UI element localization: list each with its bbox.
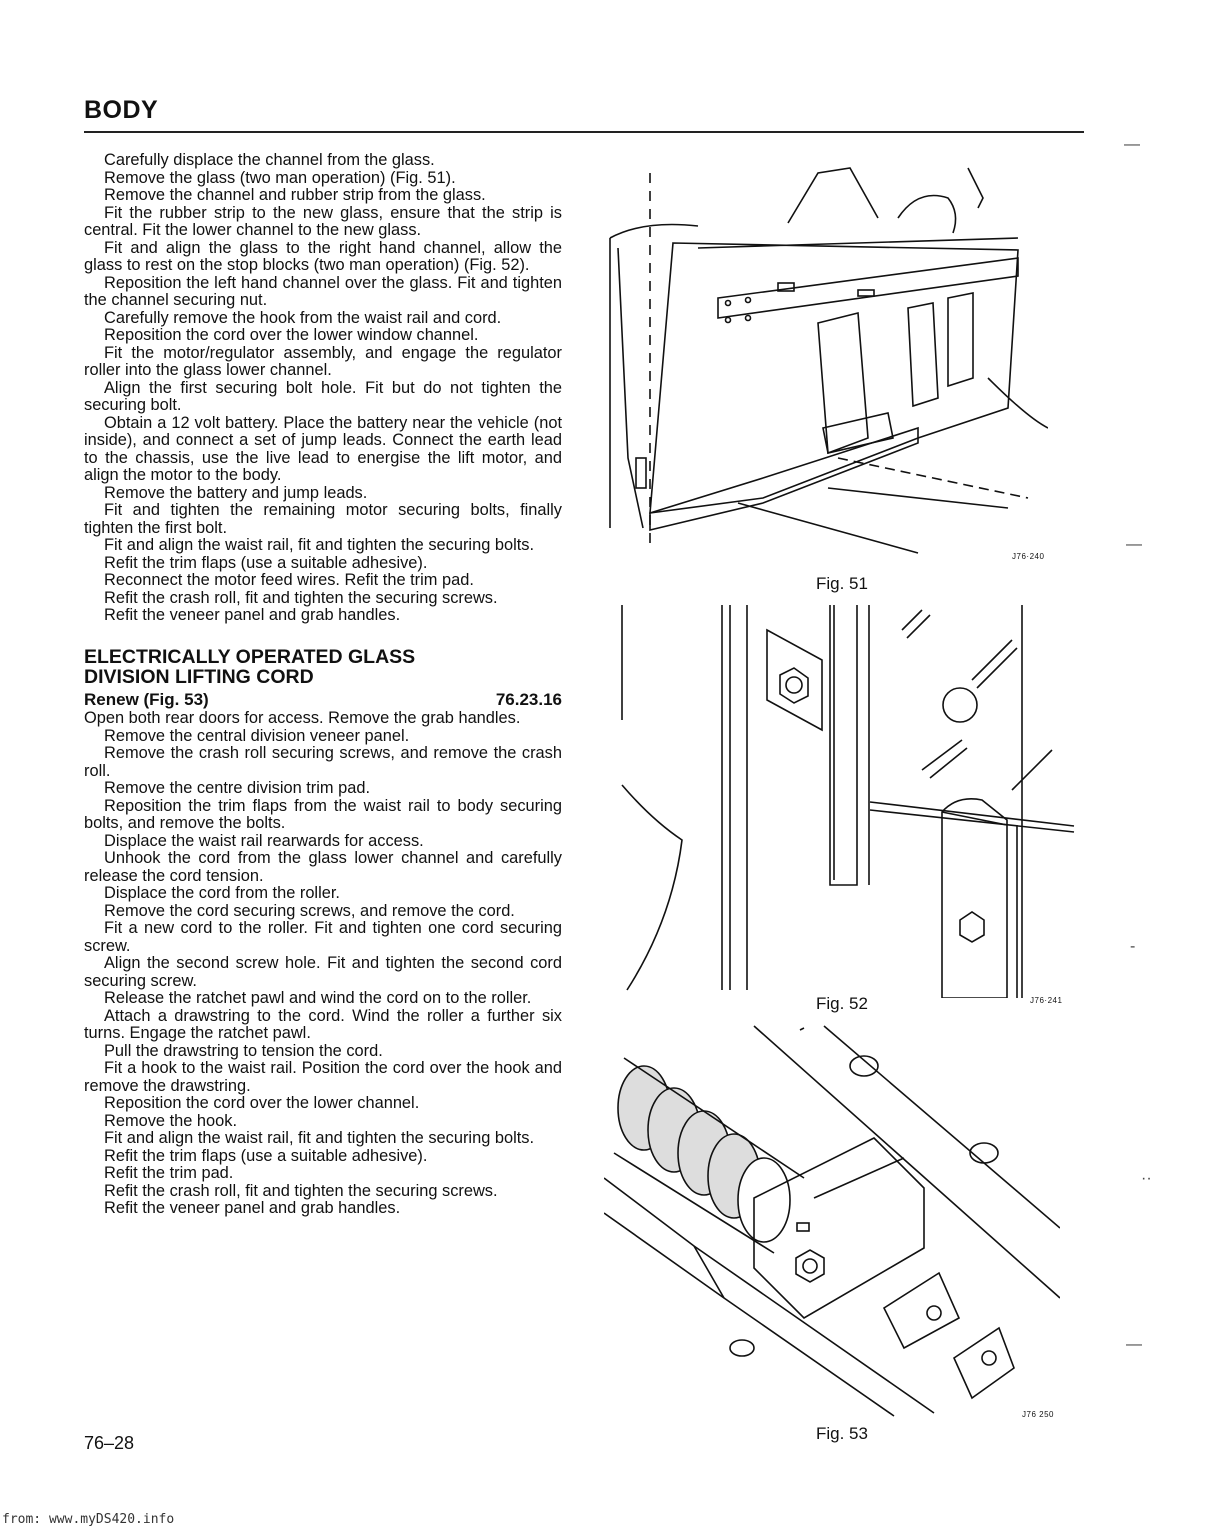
- figure-caption: Fig. 51: [816, 574, 868, 593]
- paragraph: Reposition the left hand channel over the glass. Fit and tighten the channel securing nut.: [84, 273, 562, 309]
- section-title: BODY: [84, 96, 159, 124]
- figure-52-illustration: [612, 600, 1082, 1013]
- paragraph: Fit and align the glass to the right hand channel, allow the glass to rest on the stop blocks (two man operation) (Fig. 52).: [84, 238, 562, 274]
- paragraph: Remove the central division veneer panel.: [104, 726, 410, 745]
- procedure-heading-line: ELECTRICALLY OPERATED GLASS: [84, 645, 416, 668]
- footer-url: from: www.myDS420.info: [2, 1512, 175, 1527]
- margin-mark: —: [1126, 536, 1142, 553]
- paragraph: Obtain a 12 volt battery. Place the battery near the vehicle (not inside), and connect a set of jump leads. Connect the earth lead to the chassis, use the live lead to energise the lift motor, and align the motor to the body.: [84, 413, 562, 484]
- paragraph: Displace the waist rail rearwards for access.: [104, 831, 424, 850]
- paragraph: Fit the rubber strip to the new glass, ensure that the strip is central. Fit the lower channel to the new glass.: [84, 203, 562, 239]
- paragraph: Refit the trim flaps (use a suitable adhesive).: [104, 1146, 428, 1165]
- paragraph: Displace the cord from the roller.: [104, 884, 340, 902]
- procedure-heading-line: DIVISION LIFTING CORD: [84, 665, 314, 688]
- paragraph: Align the first securing bolt hole. Fit but do not tighten the securing bolt.: [84, 378, 562, 414]
- renew-row: [84, 691, 562, 709]
- procedure-heading: [84, 647, 562, 687]
- paragraph: Refit the crash roll, fit and tighten the securing screws.: [104, 1181, 498, 1200]
- paragraph: Fit and align the waist rail, fit and tighten the securing bolts.: [104, 536, 535, 554]
- paragraph: Remove the channel and rubber strip from the glass.: [104, 186, 486, 204]
- figure-code: J76·241: [1030, 996, 1063, 1005]
- paragraph: Refit the veneer panel and grab handles.: [104, 1199, 401, 1217]
- paragraph: Remove the battery and jump leads.: [104, 483, 368, 502]
- text-column: [84, 152, 562, 1218]
- margin-mark: ‐: [1130, 938, 1136, 955]
- paragraph: Carefully displace the channel from the glass.: [104, 151, 435, 169]
- paragraph: Reposition the trim flaps from the waist rail to body securing bolts, and remove the bolts.: [84, 796, 562, 832]
- paragraph: Reposition the cord over the lower window channel.: [104, 326, 479, 344]
- paragraph: Fit a hook to the waist rail. Position the cord over the hook and remove the drawstring.: [84, 1059, 562, 1095]
- paragraph: Align the second screw hole. Fit and tighten the second cord securing screw.: [84, 954, 562, 990]
- paragraph: Fit and tighten the remaining motor securing bolts, finally tighten the first bolt.: [84, 501, 562, 537]
- page-number: 76–28: [84, 1433, 135, 1453]
- paragraph: Fit a new cord to the roller. Fit and tighten one cord securing screw.: [84, 919, 562, 955]
- paragraph: Reposition the cord over the lower channel.: [104, 1094, 420, 1112]
- paragraph: Release the ratchet pawl and wind the cord on to the roller.: [104, 989, 532, 1007]
- paragraph: Refit the veneer panel and grab handles.: [104, 606, 401, 624]
- paragraph: Attach a drawstring to the cord. Wind the roller a further six turns. Engage the ratchet pawl.: [84, 1006, 562, 1042]
- margin-mark: —: [1126, 1336, 1142, 1353]
- figure-code: J76·240: [1012, 552, 1045, 561]
- paragraph: Carefully remove the hook from the waist rail and cord.: [104, 308, 502, 327]
- header-rule: [84, 131, 1084, 133]
- renew-label: Renew (Fig. 53): [84, 689, 209, 709]
- paragraph: Pull the drawstring to tension the cord.: [104, 1041, 383, 1060]
- paragraph: Remove the hook.: [104, 1111, 238, 1130]
- paragraph: Unhook the cord from the glass lower channel and carefully release the cord tension.: [84, 849, 562, 885]
- paragraph: Refit the trim pad.: [104, 1164, 234, 1182]
- margin-mark: —: [1124, 136, 1140, 153]
- figure-caption: Fig. 52: [816, 994, 868, 1013]
- margin-mark: ··: [1141, 1170, 1152, 1187]
- paragraph: Remove the glass (two man operation) (Fig. 51).: [104, 168, 456, 187]
- figure-caption: Fig. 53: [816, 1424, 868, 1443]
- paragraph: Remove the crash roll securing screws, and remove the crash roll.: [84, 744, 562, 780]
- paragraph: Reconnect the motor feed wires. Refit the trim pad.: [104, 571, 474, 589]
- paragraph: Remove the centre division trim pad.: [104, 779, 371, 797]
- figure-51-illustration: [588, 158, 1048, 593]
- paragraph: Fit and align the waist rail, fit and tighten the securing bolts.: [104, 1129, 535, 1147]
- figure-53-illustration: [604, 1018, 1060, 1443]
- paragraph: Fit the motor/regulator assembly, and engage the regulator roller into the glass lower channel.: [84, 343, 562, 379]
- figure-code: J76 250: [1022, 1410, 1054, 1419]
- paragraph: Remove the cord securing screws, and remove the cord.: [104, 901, 515, 920]
- paragraph: Refit the trim flaps (use a suitable adhesive).: [104, 553, 428, 572]
- operation-code: 76.23.16: [495, 689, 562, 709]
- paragraph: Open both rear doors for access. Remove the grab handles.: [84, 709, 521, 727]
- paragraph: Refit the crash roll, fit and tighten the securing screws.: [104, 588, 498, 607]
